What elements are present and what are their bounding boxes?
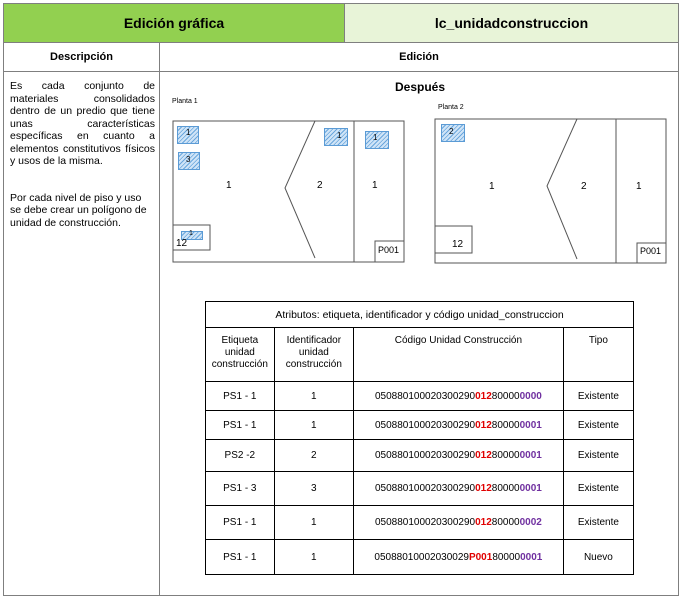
row-label: PS1 - 1: [206, 411, 275, 440]
code-predio: 012: [475, 483, 492, 494]
row-type: Existente: [563, 506, 633, 540]
row-label: PS1 - 1: [206, 540, 275, 575]
plan1-zone-1: 1: [226, 180, 232, 191]
table-row: [206, 440, 634, 472]
code-unit: 0001: [519, 450, 542, 461]
header-left: [3, 3, 345, 43]
subheader-description-label: Descripción: [50, 51, 113, 63]
code-unit: 0000: [519, 390, 542, 402]
description-text: [10, 80, 155, 229]
header-right-title: lc_unidadconstruccion: [434, 15, 589, 31]
code-mid: 80000: [491, 390, 520, 402]
row-code: [354, 382, 564, 411]
code-predio: 012: [475, 390, 492, 402]
plan1-unit-d-label: 1: [373, 133, 378, 142]
plan1-title: Planta 1: [172, 98, 198, 105]
table-row: [206, 540, 634, 575]
row-label: PS1 - 1: [206, 506, 275, 540]
plan2-zone-12: 12: [452, 239, 464, 250]
table-row: [206, 472, 634, 506]
row-type: Existente: [563, 472, 633, 506]
subheader-description: [3, 42, 160, 72]
row-type: Existente: [563, 440, 633, 472]
code-predio: 012: [475, 517, 492, 528]
attributes-title: Atributos: etiqueta, identificador y código unidad_construccion: [206, 302, 634, 328]
table-row: [206, 411, 634, 440]
col-header-id: Identificador unidad construcción: [274, 328, 353, 382]
code-unit: 0001: [519, 419, 542, 431]
code-base: 050880100020300290: [374, 450, 476, 461]
plan2-drawing: [434, 114, 669, 266]
plan1-unit-e-label: 1: [189, 230, 193, 237]
code-base: 050880100020300290: [374, 419, 476, 431]
code-mid: 80000: [491, 450, 520, 461]
subheader-edit-label: Edición: [399, 51, 439, 63]
plan2-zone-1: 1: [489, 181, 495, 192]
plan2-title: Planta 2: [438, 104, 464, 111]
row-code: [354, 411, 564, 440]
plan2-unit-a-label: 2: [449, 127, 454, 136]
col-header-code: Código Unidad Construcción: [354, 328, 564, 382]
row-id: 1: [274, 540, 353, 575]
row-type: Nuevo: [563, 540, 633, 575]
row-code: [354, 506, 564, 540]
plan1-code: P001: [378, 245, 400, 255]
plan1-unit-c-label: 1: [337, 131, 342, 140]
code-mid: 80000: [491, 483, 520, 494]
plan1-zone-1b: 1: [372, 180, 378, 191]
plan2-code: P001: [640, 246, 662, 256]
code-unit: 0001: [520, 551, 543, 563]
header-right: [344, 3, 679, 43]
plan1-unit-b-label: 3: [186, 155, 191, 164]
row-type: Existente: [563, 411, 633, 440]
table-row: [206, 506, 634, 540]
code-base: 050880100020300290: [374, 517, 476, 528]
plan1-zone-12: 12: [176, 238, 188, 249]
after-label: Después: [394, 80, 446, 94]
row-id: 2: [274, 440, 353, 472]
subheader-edit: [159, 42, 679, 72]
row-id: 3: [274, 472, 353, 506]
code-mid: 80000: [491, 517, 520, 528]
header-left-title: Edición gráfica: [123, 15, 225, 31]
plan2-zone-1b: 1: [636, 181, 642, 192]
code-base: 05088010002030029: [374, 551, 469, 563]
table-row: [206, 382, 634, 411]
plan1-zone-2: 2: [317, 180, 323, 191]
description-paragraph-2: Por cada nivel de piso y uso se debe crear un polígono de unidad de construcción.: [10, 191, 147, 229]
plan1-unit-a-label: 1: [186, 128, 191, 137]
code-predio: P001: [468, 551, 493, 563]
row-id: 1: [274, 506, 353, 540]
code-unit: 0001: [519, 483, 542, 494]
row-id: 1: [274, 411, 353, 440]
row-id: 1: [274, 382, 353, 411]
code-predio: 012: [475, 450, 492, 461]
col-header-label: Etiqueta unidad construcción: [206, 328, 275, 382]
code-mid: 80000: [492, 551, 521, 563]
plan2-zone-2: 2: [581, 181, 587, 192]
description-paragraph-1: Es cada conjunto de materiales consolidados dentro de un predio que tiene unas características específicas en cuanto a elementos constitutivos físicos y usos de la misma.: [10, 80, 155, 167]
col-header-type: Tipo: [563, 328, 633, 382]
description-cell: [3, 71, 160, 596]
code-predio: 012: [475, 419, 492, 431]
code-base: 050880100020300290: [374, 390, 476, 402]
row-code: [354, 440, 564, 472]
attributes-table: [205, 301, 634, 575]
code-base: 050880100020300290: [374, 483, 476, 494]
row-label: PS2 -2: [206, 440, 275, 472]
row-type: Existente: [563, 382, 633, 411]
plan1-unit-c: [324, 128, 348, 146]
row-code: [354, 472, 564, 506]
row-label: PS1 - 1: [206, 382, 275, 411]
row-label: PS1 - 3: [206, 472, 275, 506]
code-mid: 80000: [491, 419, 520, 431]
row-code: [354, 540, 564, 575]
code-unit: 0002: [519, 517, 542, 528]
